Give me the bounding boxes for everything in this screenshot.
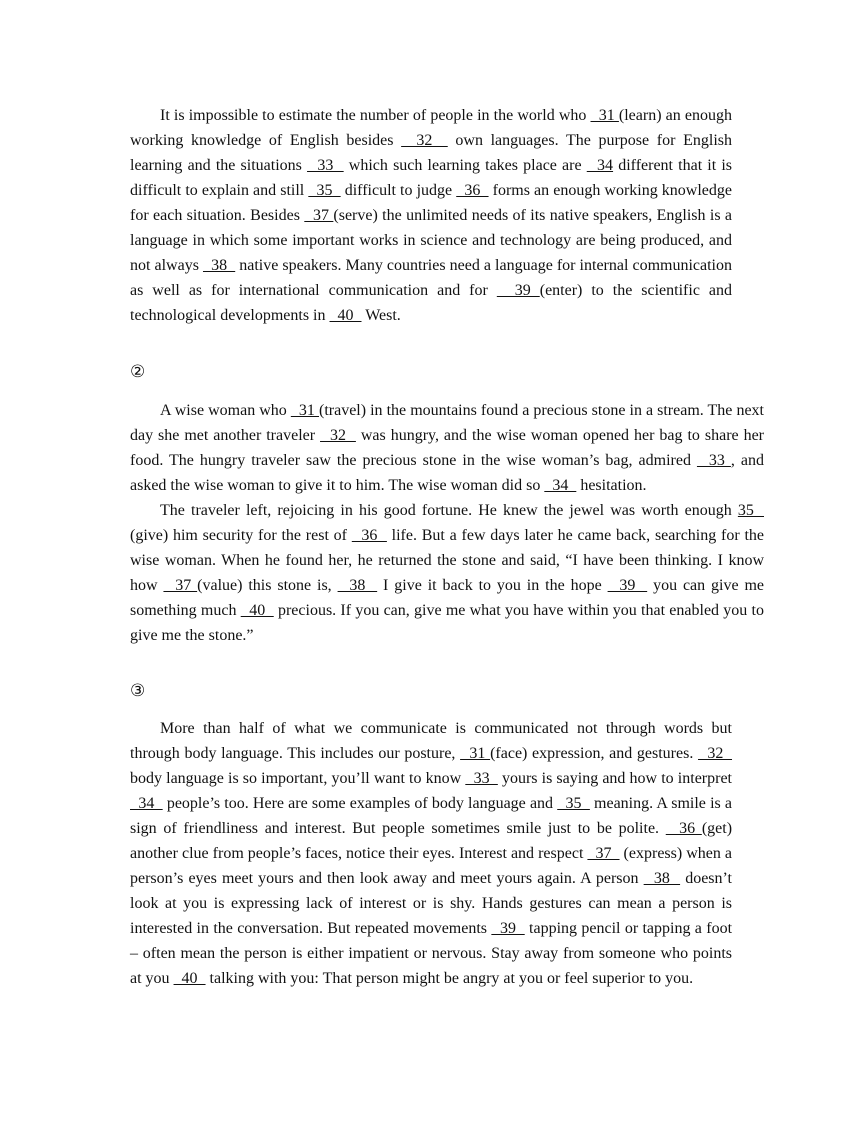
answer-blank: 35 (737, 502, 764, 519)
text-run: own languages. The purpose for English learning and the situations (130, 132, 732, 174)
answer-blank: 32 (320, 427, 356, 444)
passage-1 (130, 103, 732, 328)
text-run: (give) him security for the rest of (130, 527, 352, 544)
answer-blank: 38 (337, 577, 378, 594)
text-run: (serve) the unlimited needs of its native speakers, English is a language in which some important works in science and technology are being produced, and not always (130, 207, 733, 274)
text-run: doesn’t look at you is expressing lack of interest or is shy. Hands gestures can mean a person is interested in the conversation. But repeated movements (130, 870, 732, 937)
text-run: difficult to judge (340, 182, 457, 199)
paragraph (130, 103, 732, 328)
answer-blank: 36 (456, 182, 489, 199)
text-run: (learn) an enough working knowledge of English besides (130, 107, 733, 149)
answer-blank: 35 (557, 795, 590, 812)
text-run: More than half of what we communicate is communicated not through words but through body language. This includes our posture, (130, 720, 732, 762)
answer-blank: 40 (329, 307, 362, 324)
text-run: (get) another clue from people’s faces, notice their eyes. Interest and respect (130, 820, 733, 862)
section-marker-2: ② (130, 362, 146, 381)
text-run: It is impossible to estimate the number of people in the world who (160, 107, 591, 124)
text-run: forms an enough working knowledge for each situation. Besides (130, 182, 733, 224)
text-run: was hungry, and the wise woman opened her bag to share her food. The hungry traveler saw the precious stone in the wise woman’s bag, admired (130, 427, 765, 469)
text-run: different that it is difficult to explain and still (130, 157, 733, 199)
answer-blank: 39 (607, 577, 648, 594)
answer-blank: 40 (240, 602, 274, 619)
answer-blank: 37 (163, 577, 198, 594)
answer-blank: 35 (308, 182, 341, 199)
text-run: (travel) in the mountains found a precious stone in a stream. The next day she met another traveler (130, 402, 765, 444)
text-run: yours is saying and how to interpret (497, 770, 733, 787)
answer-blank: 40 (173, 970, 206, 987)
text-run: (enter) to the scientific and technological developments in (130, 282, 732, 324)
answer-blank: 38 (643, 870, 681, 887)
text-run: body language is so important, you’ll want to know (130, 770, 466, 787)
answer-blank: 34 (586, 157, 614, 174)
answer-blank: 31 (290, 402, 319, 419)
text-run: (value) this stone is, (197, 577, 338, 594)
text-run: The traveler left, rejoicing in his good fortune. He knew the jewel was worth enough (160, 502, 738, 519)
answer-blank: 38 (202, 257, 236, 274)
text-run: meaning. A smile is a sign of friendliness and interest. But people sometimes smile just to be polite. (130, 795, 733, 837)
text-run: which such learning takes place are (343, 157, 587, 174)
text-run: A wise woman who (160, 402, 291, 419)
passage-2 (130, 398, 764, 648)
answer-blank: 31 (590, 107, 619, 124)
answer-blank: 37 (587, 845, 620, 862)
answer-blank: 37 (304, 207, 334, 224)
text-run: talking with you: That person might be angry at you or feel superior to you. (205, 970, 694, 987)
text-run: (express) when a person’s eyes meet yours and then look away and meet yours again. A person (130, 845, 733, 887)
section-marker-3: ③ (130, 681, 146, 700)
answer-blank: 34 (130, 795, 163, 812)
answer-blank: 33 (307, 157, 344, 174)
passage-3 (130, 716, 732, 991)
answer-blank: 31 (460, 745, 491, 762)
answer-blank: 32 (698, 745, 733, 762)
text-run: precious. If you can, give me what you have within you that enabled you to give me the stone.” (130, 602, 764, 644)
text-run: (face) expression, and gestures. (490, 745, 699, 762)
paragraph (130, 498, 764, 648)
answer-blank: 36 (665, 820, 702, 837)
text-run: , and asked the wise woman to give it to him. The wise woman did so (130, 452, 764, 494)
paragraph (130, 716, 732, 991)
text-run: tapping pencil or tapping a foot – often mean the person is either impatient or nervous. Stay away from someone who points at you (130, 920, 733, 987)
text-run: native speakers. Many countries need a language for internal communication as well as for international communication and for (130, 257, 733, 299)
text-run: I give it back to you in the hope (377, 577, 608, 594)
answer-blank: 39 (491, 920, 525, 937)
answer-blank: 33 (696, 452, 731, 469)
text-run: you can give me something much (130, 577, 765, 619)
text-run: West. (361, 307, 401, 324)
text-run: people’s too. Here are some examples of body language and (162, 795, 558, 812)
answer-blank: 32 (401, 132, 448, 149)
answer-blank: 36 (351, 527, 387, 544)
text-run: life. But a few days later he came back, searching for the wise woman. When he found her, he returned the stone and said, “I have been thinking. I know how (130, 527, 765, 594)
answer-blank: 33 (465, 770, 498, 787)
answer-blank: 34 (544, 477, 577, 494)
text-run: hesitation. (576, 477, 647, 494)
answer-blank: 39 (496, 282, 540, 299)
paragraph (130, 398, 764, 498)
